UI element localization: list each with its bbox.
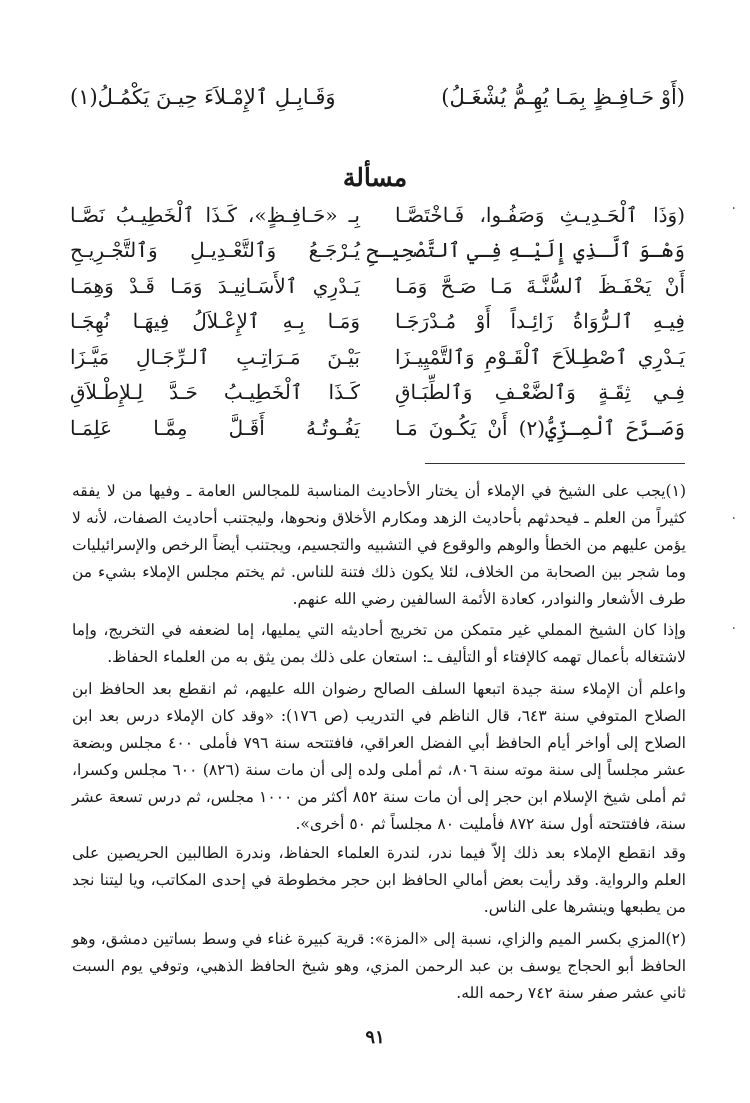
top-verse <box>70 85 685 125</box>
margin-mark: ٠ <box>730 510 738 526</box>
margin-mark: ٠ <box>730 200 738 216</box>
poem-second-hemistich: بِـ «حَـافِـظٍ»، كَـذَا ٱلْخَطِيـبُ نَصَّـا <box>70 203 360 227</box>
poem-row <box>70 274 685 308</box>
top-verse-first-hemistich: (أَوْ حَـافِـظٍ بِمَـا يُهِـمُّ يُشْغَـلُ) <box>441 85 685 109</box>
footnote-1-paragraph-2: وإذا كان الشيخ المملي غير متمكن من تخريج أحاديثه التي يمليها، إما لضعفه في التخريج، وإما لاشتغاله بأعمال تهمه كالإفتاء أو التأليف ـ: استعان على ذلك بمن يثق به من العلماء الحفاظ. <box>72 621 686 666</box>
poem-first-hemistich: فِيـهِ ٱلـرُّوَاةُ زَائِـداً أَوْ مُـدْرَجَـا <box>395 309 685 333</box>
margin-mark: ٠ <box>730 620 738 636</box>
footnote-1-paragraph-3: واعلم أن الإملاء سنة جيدة اتبعها السلف الصالح رضوان الله عليهم، ثم انقطع بعد الحافظ ابن الصلاح المتوفي سنة ٦٤٣، قال الناظم في التدريب (ص ١٧٦): «وقد كان الإملاء درس بعد ابن الصلاح إلى أواخر أيام الحافظ أبي الفضل العراقي، فافتتحه سنة ٧٩٦ فأملى ٤٠٠ مجلس وبضعة عشر مجلساً إلى سنة موته سنة ٨٠٦، ثم أملى ولده إلى أن مات سنة (٨٢٦) ٦٠٠ مجلس وكسرا، ثم أملى شيخ الإسلام ابن حجر إلى أن مات سنة ٨٥٢ أكثر من ١٠٠٠ مجلس، ثم درس تسعة عشر سنة، فافتتحته أول سنة ٨٧٢ فأمليت ٨٠ مجلساً ثم ٥٠ أخرى». <box>72 680 687 833</box>
poem-second-hemistich: يُـرْجَـعُ وَٱلتَّعْـدِيـلِ وَٱلتَّجْـرِيـحِ <box>70 238 360 262</box>
poem-first-hemistich: فِـي ثِقَـةٍ وَٱلضَّعْـفِ وَٱلطِّبَـاقِ <box>395 380 685 404</box>
top-verse-second-hemistich: وَقَـابِـلِ ٱلإِمْـلاَءَ حِيـنَ يَكْمُـلُ(١) <box>70 85 336 109</box>
footnote-2: (٢)المزي بكسر الميم والزاي، نسبة إلى «المزة»: قرية كبيرة غناء في وسط بساتين دمشق، وهو الحافظ أبو الحجاج يوسف بن عبد الرحمن المزي، وهو شيخ الحافظ الذهبي، وتوفي يوم السبت ثاني عشر صفر سنة ٧٤٢ رحمه الله. <box>72 930 686 1002</box>
poem-first-hemistich: (وَذَا ٱلْحَـدِيـثِ وَصَفُـوا، فَـاخْتَصَّـا <box>395 203 685 227</box>
footnote-separator <box>425 463 685 464</box>
footnote-1-paragraph-4: وقد انقطع الإملاء بعد ذلك إلاّ فيما ندر، لندرة العلماء الحفاظ، وندرة الطالبين الحريصين على العلم والرواية. وقد رأيت بعض أمالي الحافظ ابن حجر مخطوطة في إحدى المكاتب، ويا ليتنا نجد من يطبعها وينشرها على الناس. <box>72 844 686 916</box>
poem-second-hemistich: وَمَـا بِـهِ ٱلإِعْـلاَلُ فِيهَـا نُهِجَـا <box>70 309 360 333</box>
section-heading: مسألة <box>342 163 408 192</box>
poem-row <box>70 309 685 343</box>
page-number: ٩١ <box>365 1027 385 1048</box>
poem-row <box>70 203 685 237</box>
poem-second-hemistich: يَفُـوتُـهُ أَقَـلَّ مِمَّـا عَلِمَـا <box>70 416 360 440</box>
poem-first-hemistich: يَـدْرِي ٱصْطِـلاَحَ ٱلْقَـوْمِ وَٱلتَّمْيِيـزَا <box>395 345 685 369</box>
poem-second-hemistich: بَيْـنَ مَـرَاتِـبِ ٱلـرِّجَـالِ مَيَّـزَا <box>70 345 360 369</box>
footnote-1: (١)يجب على الشيخ في الإملاء أن يختار الأحاديث المناسبة للمجالس العامة ـ وفيها من لا يفقه كثيراً من العلم ـ فيحدثهم بأحاديث الزهد ومكارم الأخلاق ونحوها، وليجتنب أحاديث الصفات، لأنه لا يؤمن عليهم من الخطأ والوهم والوقوع في التشبيه والتجسيم، ويجتنب أيضاً الرخص والإسرائيليات وما شجر بين الصحابة من الخلاف، لئلا يكون ذلك فتنة للناس. ثم يختم مجلس الإملاء بشيء من طرف الأشعار والنوادر، كعادة الأئمة السالفين رضي الله عنهم. <box>72 482 686 608</box>
poem-row <box>70 416 685 450</box>
poem-row <box>70 345 685 379</box>
poem-second-hemistich: يَـدْرِي ٱلأَسَـانِيـدَ وَمَـا قَـدْ وَهِمَـا <box>70 274 360 298</box>
poem-row <box>70 380 685 414</box>
poem-row <box>70 238 685 272</box>
poem-first-hemistich: أَنْ يَحْفَـظَ ٱلسُّنَّـةَ مَـا صَـحَّ وَمَـا <box>395 274 685 298</box>
poem-second-hemistich: كَـذَا ٱلْخَطِيـبُ حَـدَّ لِـلإِطْـلاَقِ <box>70 380 360 404</box>
poem-first-hemistich: وَهْـوَ ٱلَّـذِي إِلَيْـهِ فِـي ٱلتَّصْحِيـحِ <box>366 238 685 262</box>
poem-first-hemistich: وَصَـرَّحَ ٱلْمِـزِّيُّ(٢) أَنْ يَكُـونَ مَـا <box>395 416 685 440</box>
